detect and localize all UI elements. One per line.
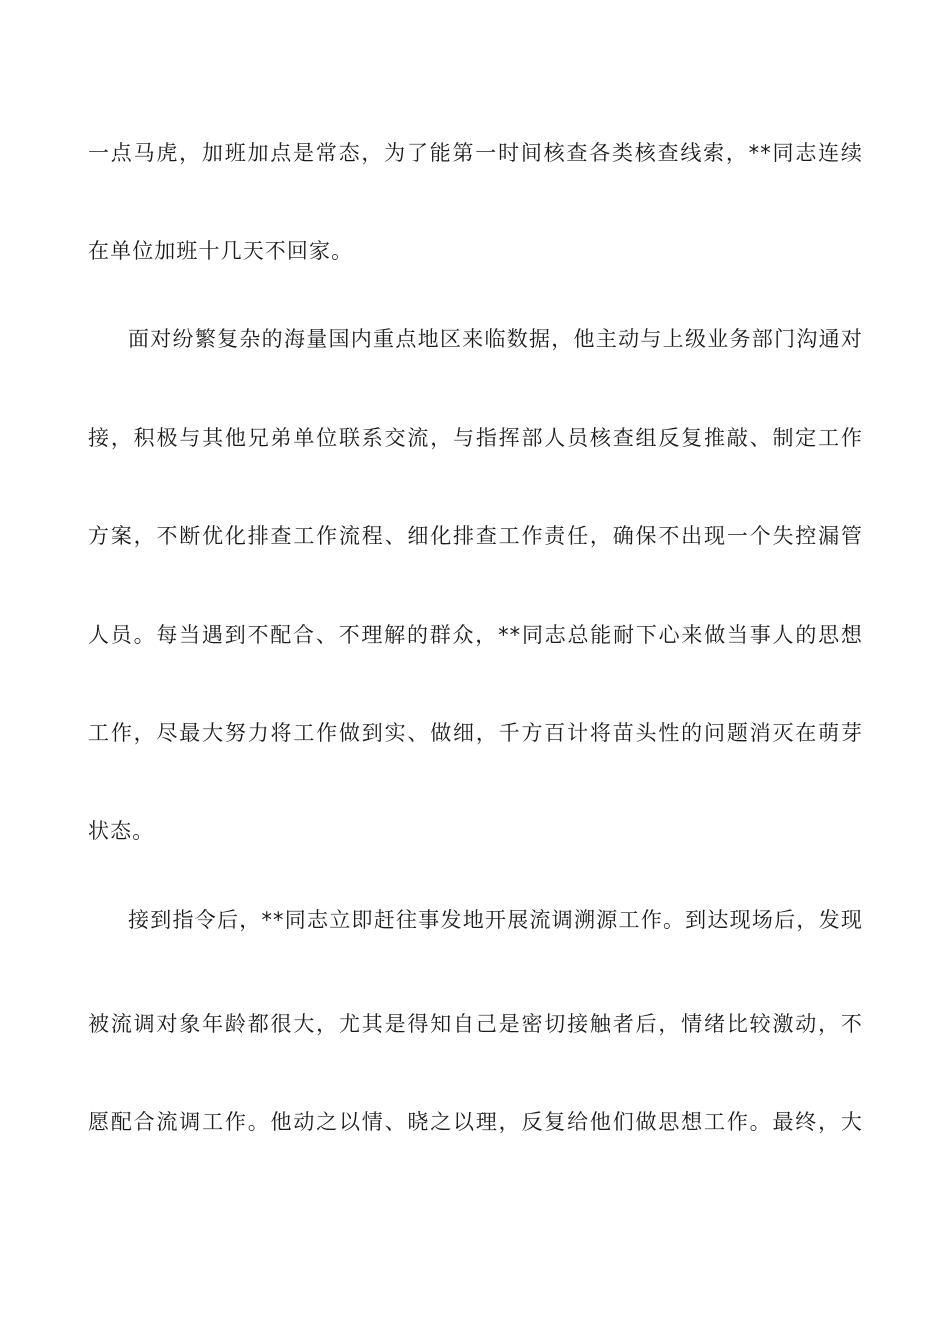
paragraph-1-line-2: 在单位加班十几天不回家。 bbox=[88, 239, 354, 263]
paragraph-3-line-1: 接到指令后，**同志立即赶往事发地开展流调溯源工作。到达现场后，发现 bbox=[128, 908, 863, 932]
paragraph-3-line-3: 愿配合流调工作。他动之以情、晓之以理，反复给他们做思想工作。最终，大 bbox=[88, 1110, 863, 1134]
paragraph-2-line-6: 状态。 bbox=[88, 819, 155, 843]
paragraph-2-line-3: 方案，不断优化排查工作流程、细化排查工作责任，确保不出现一个失控漏管 bbox=[88, 524, 863, 548]
paragraph-2-line-1: 面对纷繁复杂的海量国内重点地区来临数据，他主动与上级业务部门沟通对 bbox=[128, 327, 863, 351]
paragraph-3-line-2: 被流调对象年龄都很大，尤其是得知自己是密切接触者后，情绪比较激动，不 bbox=[88, 1012, 863, 1036]
paragraph-1-line-1: 一点马虎，加班加点是常态，为了能第一时间核查各类核查线索，**同志连续 bbox=[88, 141, 863, 165]
paragraph-2-line-2: 接，积极与其他兄弟单位联系交流，与指挥部人员核查组反复推敲、制定工作 bbox=[88, 426, 863, 450]
paragraph-2-line-5: 工作，尽最大努力将工作做到实、做细，千方百计将苗头性的问题消灭在萌芽 bbox=[88, 721, 863, 745]
paragraph-2-line-4: 人员。每当遇到不配合、不理解的群众，**同志总能耐下心来做当事人的思想 bbox=[88, 623, 863, 647]
